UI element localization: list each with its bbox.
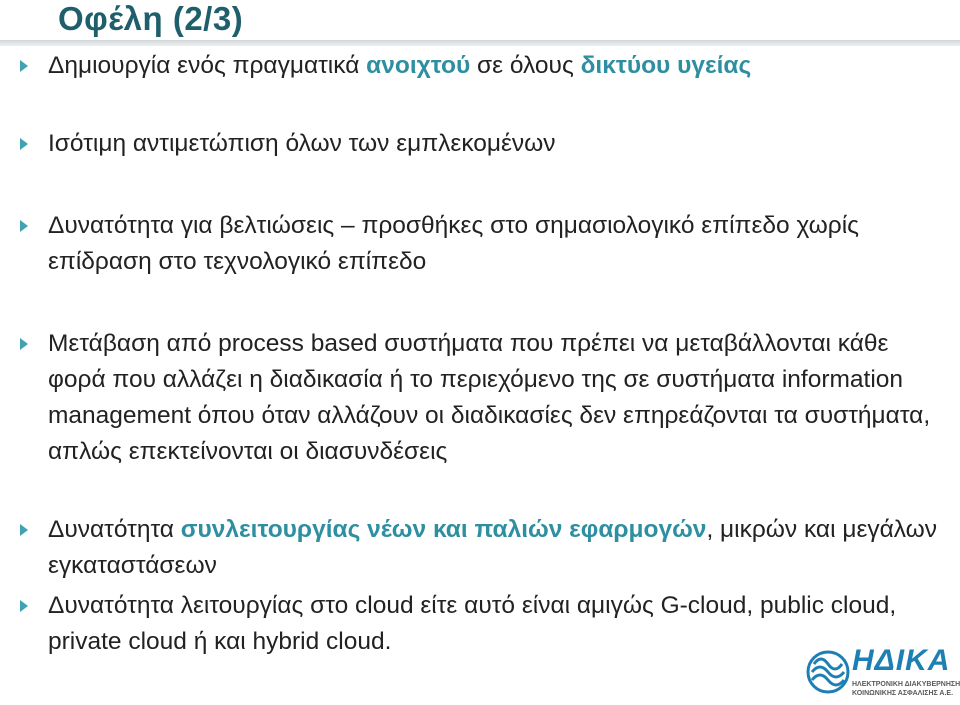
bullet-text-part: , μικρών και μεγάλων εγκαταστάσεων [48,516,938,579]
bullet-text [48,512,940,584]
bullet-item [20,208,940,280]
highlight-text: δικτύου υγείας [580,52,752,79]
bullet-arrow-icon [20,138,28,150]
highlight-text: συνλειτουργίας νέων και παλιών εφαρμογών [180,516,707,543]
bullet-text-part: Ισότιμη αντιμετώπιση όλων των εμπλεκομένων [48,130,556,157]
bullet-arrow-icon [20,220,28,232]
bullet-text-part: Δημιουργία ενός πραγματικά [48,52,367,79]
bullet-text [48,48,940,84]
bullet-item [20,512,940,584]
logo-wordmark: ΗΔΙΚΑ [852,644,951,677]
bullet-item [20,326,940,470]
bullet-text-part: Δυνατότητα [48,516,181,543]
bullet-text-part: σε όλους [470,52,581,79]
bullet-arrow-icon [20,524,28,536]
bullet-item [20,126,940,162]
bullet-text [48,208,940,280]
bullet-item [20,48,940,84]
bullet-arrow-icon [20,60,28,72]
bullet-text [48,126,940,162]
bullet-text-part: Δυνατότητα λειτουργίας στο cloud είτε αυτό είναι αμιγώς G-cloud, public cloud, private cloud ή και hybrid cloud. [48,592,897,655]
bullet-text-part: Δυνατότητα για βελτιώσεις – προσθήκες στο σημασιολογικό επίπεδο χωρίς επίδραση στο τεχνολογικό επίπεδο [48,212,859,275]
bullet-arrow-icon [20,338,28,350]
bullet-text-part: Μετάβαση από process based συστήματα που πρέπει να μεταβάλλονται κάθε φορά που αλλάζει η διαδικασία ή το περιεχόμενο της σε συστήματα information management όπου όταν αλλάζουν οι διαδικασίες δεν επηρεάζονται τα συστήματα, απλώς επεκτείνονται οι διασυνδέσεις [48,330,931,465]
title-divider [0,40,960,46]
bullet-text [48,326,940,470]
bullet-item [20,588,940,660]
logo-subtitle: ΗΛΕΚΤΡΟΝΙΚΗ ΔΙΑΚΥΒΕΡΝΗΣΗ ΚΟΙΝΩΝΙΚΗΣ ΑΣΦΑΛΙΣΗΣ Α.Ε. [852,681,960,697]
bullet-arrow-icon [20,600,28,612]
wave-logo-icon [806,642,850,702]
idika-logo [806,640,960,702]
slide-title: Οφέλη (2/3) [58,0,244,37]
highlight-text: ανοιχτού [366,52,471,79]
